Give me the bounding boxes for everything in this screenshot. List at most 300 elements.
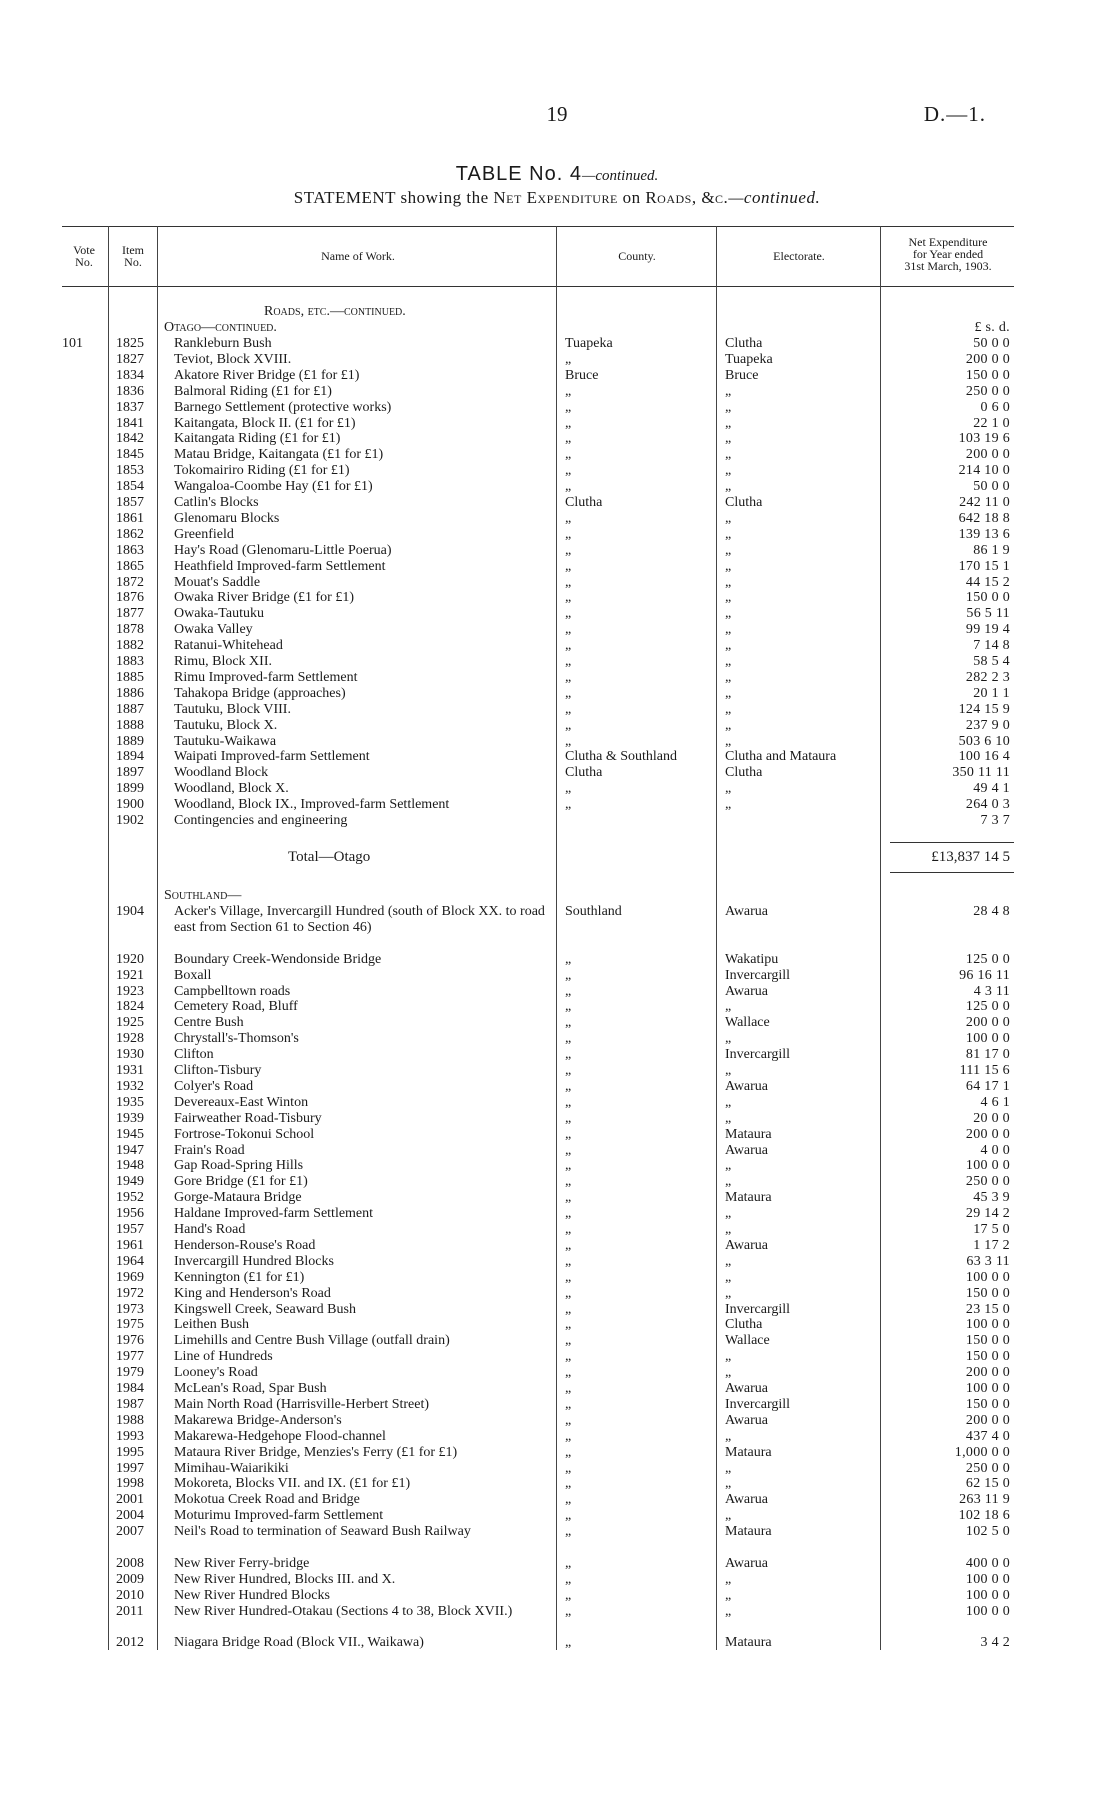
- item-number: 1972: [116, 1285, 144, 1301]
- county-cell: „: [565, 542, 572, 558]
- table-row: [0, 734, 1114, 750]
- item-number: 1899: [116, 781, 144, 797]
- item-number: 1928: [116, 1031, 144, 1047]
- county-cell: „: [565, 951, 572, 967]
- county-cell: „: [565, 1444, 572, 1460]
- table-row: [0, 590, 1114, 606]
- item-number: 1902: [116, 813, 144, 828]
- work-name: Devereaux-East Winton: [174, 1094, 309, 1110]
- table-row: [0, 495, 1114, 511]
- county-cell: „: [565, 574, 572, 590]
- amount-cell: 49 4 1: [973, 781, 1010, 797]
- work-name: Woodland, Block IX., Improved-farm Settlement: [174, 797, 450, 813]
- work-name: Balmoral Riding (£1 for £1): [174, 383, 332, 399]
- electorate-cell: Invercargill: [725, 1047, 791, 1063]
- amount-cell: 29 14 2: [965, 1206, 1010, 1222]
- amount-cell: 200 0 0: [965, 1412, 1010, 1428]
- amount-cell: 50 0 0: [973, 479, 1010, 495]
- work-name: Contingencies and engineering: [174, 813, 348, 828]
- table-row: [0, 559, 1114, 575]
- section-heading-otago-text: Otago—continued.: [164, 320, 277, 335]
- county-cell: „: [565, 1333, 572, 1349]
- item-number: 1920: [116, 951, 144, 967]
- amount-cell: 214 10 0: [958, 463, 1010, 479]
- amount-cell: 17 5 0: [973, 1222, 1010, 1237]
- header-net-expenditure: [882, 236, 1014, 272]
- item-number: 2008: [116, 1555, 144, 1571]
- item-number: 1900: [116, 797, 144, 813]
- item-number: 2011: [116, 1603, 144, 1619]
- amount-cell: 0 6 0: [980, 399, 1010, 415]
- electorate-cell: „: [725, 1031, 732, 1047]
- table-row: [0, 638, 1114, 654]
- item-number: 1956: [116, 1206, 144, 1222]
- amount-cell: 642 18 8: [958, 510, 1010, 526]
- electorate-cell: Tuapeka: [725, 351, 773, 367]
- table-row: [0, 1556, 1114, 1572]
- electorate-cell: Wakatipu: [725, 951, 779, 967]
- amount-cell: 1,000 0 0: [954, 1444, 1010, 1460]
- table-row: [0, 1111, 1114, 1127]
- amount-cell: 44 15 2: [965, 574, 1010, 590]
- table-row: [0, 1476, 1114, 1492]
- county-cell: Clutha & Southland: [565, 749, 677, 765]
- electorate-cell: „: [725, 1222, 732, 1237]
- amount-cell: 263 11 9: [959, 1492, 1010, 1508]
- currency-header-text: £ s. d.: [974, 320, 1010, 335]
- amount-cell: 7 14 8: [973, 638, 1010, 654]
- electorate-cell: „: [725, 1476, 732, 1492]
- work-name: Wangaloa-Coombe Hay (£1 for £1): [174, 479, 373, 495]
- work-name: Boundary Creek-Wendonside Bridge: [174, 951, 382, 967]
- table-row: [0, 447, 1114, 463]
- item-number: 2004: [116, 1508, 144, 1524]
- work-name: Tokomairiro Riding (£1 for £1): [174, 463, 350, 479]
- amount-cell: 125 0 0: [965, 951, 1010, 967]
- header-net-line: Net Expenditure: [908, 235, 988, 249]
- amount-cell: 3 4 2: [980, 1635, 1010, 1651]
- amount-cell: 125 0 0: [965, 999, 1010, 1015]
- table-row: [0, 670, 1114, 686]
- amount-cell: 99 19 4: [965, 622, 1010, 638]
- county-cell: „: [565, 1428, 572, 1444]
- table-row: [0, 1302, 1114, 1318]
- county-cell: „: [565, 1492, 572, 1508]
- table-row: [0, 543, 1114, 559]
- work-name: Catlin's Blocks: [174, 495, 259, 510]
- table-row: [0, 999, 1114, 1015]
- county-cell: „: [565, 1381, 572, 1396]
- county-cell: „: [565, 590, 572, 606]
- work-name: Campbelltown roads: [174, 983, 291, 999]
- table-row: [0, 1492, 1114, 1508]
- electorate-cell: Bruce: [725, 367, 759, 383]
- table-row: [0, 781, 1114, 797]
- electorate-cell: Invercargill: [725, 1396, 791, 1412]
- electorate-cell: Mataura: [725, 1190, 772, 1206]
- section-heading-roads-text: Roads, etc.—continued.: [264, 304, 406, 319]
- table-row: [0, 1429, 1114, 1445]
- item-number: 1862: [116, 526, 144, 542]
- amount-cell: 150 0 0: [965, 1285, 1010, 1301]
- amount-cell: 282 2 3: [965, 669, 1010, 685]
- amount-cell: 124 15 9: [958, 701, 1010, 717]
- amount-cell: 56 5 11: [966, 606, 1010, 622]
- table-row: [0, 1222, 1114, 1238]
- item-number: 1834: [116, 367, 144, 383]
- county-cell: „: [565, 983, 572, 999]
- item-number: 1949: [116, 1174, 144, 1190]
- amount-cell: 400 0 0: [965, 1555, 1010, 1571]
- item-number: 1883: [116, 654, 144, 669]
- work-name: New River Ferry-bridge: [174, 1555, 310, 1571]
- work-name: Rimu, Block XII.: [174, 654, 272, 669]
- electorate-cell: „: [725, 701, 732, 717]
- amount-cell: 100 0 0: [965, 1587, 1010, 1603]
- work-name: King and Henderson's Road: [174, 1285, 331, 1301]
- county-cell: „: [565, 1222, 572, 1237]
- electorate-cell: Wallace: [725, 1333, 770, 1349]
- table-row: [0, 1238, 1114, 1254]
- subtitle-part-b: Net Expenditure: [493, 188, 618, 207]
- table-subtitle: [0, 188, 1114, 208]
- county-cell: „: [565, 701, 572, 717]
- table-row: [0, 1270, 1114, 1286]
- work-name: Fortrose-Tokonui School: [174, 1126, 315, 1142]
- table-row: [0, 1254, 1114, 1270]
- table-row: [0, 1381, 1114, 1397]
- work-name: Akatore River Bridge (£1 for £1): [174, 367, 360, 383]
- county-cell: „: [565, 431, 572, 447]
- work-name: Kingswell Creek, Seaward Bush: [174, 1301, 356, 1317]
- total-bottom-rule: [890, 872, 1014, 873]
- amount-cell: 237 9 0: [965, 717, 1010, 733]
- item-number: 1935: [116, 1094, 144, 1110]
- table-row: [0, 384, 1114, 400]
- county-cell: „: [565, 1396, 572, 1412]
- work-name: Acker's Village, Invercargill Hundred (south of Block XX. to road east from Section 61 to Section 46): [174, 904, 545, 935]
- work-name: Neil's Road to termination of Seaward Bush Railway: [174, 1524, 471, 1540]
- currency-header: [0, 320, 1114, 336]
- work-name: Owaka Valley: [174, 622, 253, 638]
- electorate-cell: „: [725, 447, 732, 463]
- amount-cell: 437 4 0: [965, 1428, 1010, 1444]
- table-row: [0, 718, 1114, 734]
- work-name: Tautuku, Block VIII.: [174, 701, 291, 717]
- work-name: Chrystall's-Thomson's: [174, 1031, 299, 1047]
- amount-cell: 200 0 0: [965, 351, 1010, 367]
- table-row: [0, 1031, 1114, 1047]
- county-cell: „: [565, 1269, 572, 1285]
- table-title: [0, 163, 1114, 186]
- work-name: Main North Road (Harrisville-Herbert Street): [174, 1396, 430, 1412]
- work-name: Barnego Settlement (protective works): [174, 399, 392, 415]
- item-number: 1932: [116, 1078, 144, 1094]
- work-name: Mataura River Bridge, Menzies's Ferry (£1 for £1): [174, 1444, 458, 1460]
- amount-cell: 250 0 0: [965, 1174, 1010, 1190]
- electorate-cell: „: [725, 797, 732, 813]
- county-cell: „: [565, 1587, 572, 1603]
- amount-cell: 62 15 0: [965, 1476, 1010, 1492]
- work-name: Colyer's Road: [174, 1078, 254, 1094]
- table-row: [0, 984, 1114, 1000]
- item-number: 1888: [116, 717, 144, 733]
- county-cell: „: [565, 1126, 572, 1142]
- table-row: [0, 368, 1114, 384]
- item-number: 1995: [116, 1444, 144, 1460]
- item-number: 1975: [116, 1317, 144, 1333]
- subtitle-part-a: STATEMENT showing the: [293, 188, 489, 207]
- item-number: 1998: [116, 1476, 144, 1492]
- amount-cell: 22 1 0: [973, 415, 1010, 431]
- amount-cell: 100 0 0: [965, 1269, 1010, 1285]
- amount-cell: 58 5 4: [973, 654, 1010, 669]
- table-row: [0, 1588, 1114, 1604]
- header-item-line: No.: [124, 255, 142, 269]
- county-cell: „: [565, 399, 572, 415]
- electorate-cell: Awarua: [725, 904, 769, 919]
- item-number: 1987: [116, 1396, 144, 1412]
- table-row: [0, 1572, 1114, 1588]
- table-row: [0, 765, 1114, 781]
- electorate-cell: „: [725, 999, 732, 1015]
- county-cell: „: [565, 447, 572, 463]
- county-cell: „: [565, 351, 572, 367]
- header-item-line: Item: [122, 243, 144, 257]
- amount-cell: 150 0 0: [965, 1396, 1010, 1412]
- electorate-cell: Awarua: [725, 1142, 769, 1158]
- amount-cell: 100 0 0: [965, 1317, 1010, 1333]
- table-row: [0, 527, 1114, 543]
- county-cell: „: [565, 1603, 572, 1619]
- county-cell: „: [565, 1142, 572, 1158]
- county-cell: „: [565, 1253, 572, 1269]
- amount-cell: 100 0 0: [965, 1571, 1010, 1587]
- item-number: 1979: [116, 1365, 144, 1381]
- amount-cell: 242 11 0: [959, 495, 1010, 510]
- amount-cell: 150 0 0: [965, 367, 1010, 383]
- electorate-cell: Awarua: [725, 1492, 769, 1508]
- amount-cell: 81 17 0: [965, 1047, 1010, 1063]
- amount-cell: 45 3 9: [973, 1190, 1010, 1206]
- work-name: Woodland Block: [174, 765, 269, 781]
- item-number: 1876: [116, 590, 144, 606]
- work-name: Invercargill Hundred Blocks: [174, 1253, 334, 1269]
- work-name: Boxall: [174, 967, 212, 983]
- county-cell: „: [565, 526, 572, 542]
- header-item: [110, 244, 156, 268]
- item-number: 2009: [116, 1571, 144, 1587]
- item-number: 1939: [116, 1110, 144, 1126]
- work-name: McLean's Road, Spar Bush: [174, 1381, 327, 1396]
- amount-cell: 170 15 1: [958, 558, 1010, 574]
- table-row: [0, 1333, 1114, 1349]
- county-cell: „: [565, 463, 572, 479]
- county-cell: „: [565, 797, 572, 813]
- electorate-cell: Awarua: [725, 1381, 769, 1396]
- electorate-cell: „: [725, 1253, 732, 1269]
- electorate-cell: „: [725, 431, 732, 447]
- otago-total-label: Total—Otago: [288, 849, 371, 865]
- amount-cell: 250 0 0: [965, 383, 1010, 399]
- header-net-line: 31st March, 1903.: [904, 259, 992, 273]
- electorate-cell: „: [725, 1508, 732, 1524]
- amount-cell: 1 17 2: [973, 1237, 1010, 1253]
- work-name: Tahakopa Bridge (approaches): [174, 685, 346, 701]
- county-cell: „: [565, 1158, 572, 1174]
- item-number: 1930: [116, 1047, 144, 1063]
- work-name: Waipati Improved-farm Settlement: [174, 749, 370, 765]
- item-number: 2001: [116, 1492, 144, 1508]
- electorate-cell: „: [725, 669, 732, 685]
- amount-cell: 200 0 0: [965, 1365, 1010, 1381]
- table-row: [0, 1158, 1114, 1174]
- county-cell: Clutha: [565, 495, 603, 510]
- work-name: New River Hundred Blocks: [174, 1587, 330, 1603]
- amount-cell: 28 4 8: [973, 904, 1010, 919]
- work-name: New River Hundred, Blocks III. and X.: [174, 1571, 396, 1587]
- item-number: 1961: [116, 1237, 144, 1253]
- electorate-cell: „: [725, 1206, 732, 1222]
- header-net-line: for Year ended: [912, 247, 984, 261]
- amount-cell: 4 3 11: [973, 983, 1010, 999]
- amount-cell: 200 0 0: [965, 1126, 1010, 1142]
- amount-cell: 64 17 1: [965, 1078, 1010, 1094]
- county-cell: „: [565, 1460, 572, 1476]
- county-cell: „: [565, 1301, 572, 1317]
- work-name: Owaka-Tautuku: [174, 606, 264, 622]
- county-cell: „: [565, 1190, 572, 1206]
- item-number: 1947: [116, 1142, 144, 1158]
- amount-cell: 111 15 6: [959, 1063, 1010, 1078]
- header-name: Name of Work.: [321, 249, 395, 263]
- item-number: 1853: [116, 463, 144, 479]
- amount-cell: 63 3 11: [966, 1253, 1010, 1269]
- county-cell: „: [565, 1285, 572, 1301]
- item-number: 1886: [116, 685, 144, 701]
- table-row: [0, 1635, 1114, 1651]
- electorate-cell: „: [725, 1094, 732, 1110]
- item-number: 2010: [116, 1587, 144, 1603]
- work-name: Greenfield: [174, 526, 234, 542]
- table-row: [0, 575, 1114, 591]
- electorate-cell: Mataura: [725, 1126, 772, 1142]
- amount-cell: 100 0 0: [965, 1031, 1010, 1047]
- work-name: Looney's Road: [174, 1365, 258, 1381]
- item-number: 1887: [116, 701, 144, 717]
- work-name: Mimihau-Waiarikiki: [174, 1460, 289, 1476]
- electorate-cell: Mataura: [725, 1444, 772, 1460]
- item-number: 1857: [116, 495, 144, 510]
- table-row: [0, 1095, 1114, 1111]
- county-cell: „: [565, 1047, 572, 1063]
- county-cell: „: [565, 1015, 572, 1031]
- subtitle-part-d: Roads, &c.: [645, 188, 729, 207]
- table-row: [0, 1143, 1114, 1159]
- item-number: 1921: [116, 967, 144, 983]
- page-number: 19: [546, 102, 568, 126]
- item-number: 1878: [116, 622, 144, 638]
- electorate-cell: Awarua: [725, 1237, 769, 1253]
- work-name: Woodland, Block X.: [174, 781, 289, 797]
- item-number: 1861: [116, 510, 144, 526]
- county-cell: „: [565, 1174, 572, 1190]
- amount-cell: 350 11 11: [952, 765, 1010, 781]
- item-number: 1948: [116, 1158, 144, 1174]
- work-name: Fairweather Road-Tisbury: [174, 1110, 322, 1126]
- work-name: Tautuku, Block X.: [174, 717, 278, 733]
- header-county: County.: [618, 249, 656, 263]
- item-number: 1827: [116, 351, 144, 367]
- county-cell: „: [565, 638, 572, 654]
- table-row: [0, 336, 1114, 352]
- electorate-cell: „: [725, 1285, 732, 1301]
- county-cell: „: [565, 383, 572, 399]
- section-heading-southland: [164, 888, 241, 904]
- amount-cell: 150 0 0: [965, 1333, 1010, 1349]
- electorate-cell: Invercargill: [725, 1301, 791, 1317]
- item-number: 1931: [116, 1063, 144, 1078]
- electorate-cell: Invercargill: [725, 967, 791, 983]
- vote-number: 101: [62, 336, 83, 351]
- county-cell: Southland: [565, 904, 622, 919]
- electorate-cell: „: [725, 1110, 732, 1126]
- table-row: [0, 686, 1114, 702]
- electorate-cell: Clutha: [725, 765, 763, 781]
- amount-cell: 103 19 6: [958, 431, 1010, 447]
- electorate-cell: „: [725, 622, 732, 638]
- work-name: Leithen Bush: [174, 1317, 250, 1333]
- work-name: Gore Bridge (£1 for £1): [174, 1174, 308, 1190]
- county-cell: „: [565, 1571, 572, 1587]
- work-name: Line of Hundreds: [174, 1349, 273, 1365]
- table-row: [0, 904, 1114, 952]
- work-name: Clifton: [174, 1047, 214, 1063]
- electorate-cell: Awarua: [725, 1412, 769, 1428]
- subtitle-part-e: —continued.: [728, 188, 821, 207]
- item-number: 1845: [116, 447, 144, 463]
- table-row: [0, 1317, 1114, 1333]
- electorate-cell: „: [725, 654, 732, 669]
- amount-cell: 264 0 3: [965, 797, 1010, 813]
- county-cell: „: [565, 669, 572, 685]
- work-name: Niagara Bridge Road (Block VII., Waikawa): [174, 1635, 424, 1651]
- electorate-cell: „: [725, 463, 732, 479]
- county-cell: „: [565, 606, 572, 622]
- table-row: [0, 1063, 1114, 1079]
- item-number: 1825: [116, 336, 144, 351]
- electorate-cell: „: [725, 733, 732, 749]
- table-row: [0, 1508, 1114, 1524]
- item-number: 1872: [116, 574, 144, 590]
- item-number: 1842: [116, 431, 144, 447]
- item-number: 1865: [116, 558, 144, 574]
- document-code: D.—1.: [923, 102, 986, 126]
- table-row: [0, 1397, 1114, 1413]
- item-number: 1977: [116, 1349, 144, 1365]
- amount-cell: 4 6 1: [980, 1094, 1010, 1110]
- table-row: [0, 606, 1114, 622]
- electorate-cell: „: [725, 558, 732, 574]
- county-cell: „: [565, 1508, 572, 1524]
- work-name: Mouat's Saddle: [174, 574, 261, 590]
- county-cell: „: [565, 1031, 572, 1047]
- work-name: Kaitangata, Block II. (£1 for £1): [174, 415, 356, 431]
- table-row: [0, 654, 1114, 670]
- work-name: Makarewa Bridge-Anderson's: [174, 1412, 342, 1428]
- electorate-cell: Mataura: [725, 1524, 772, 1540]
- county-cell: Bruce: [565, 367, 599, 383]
